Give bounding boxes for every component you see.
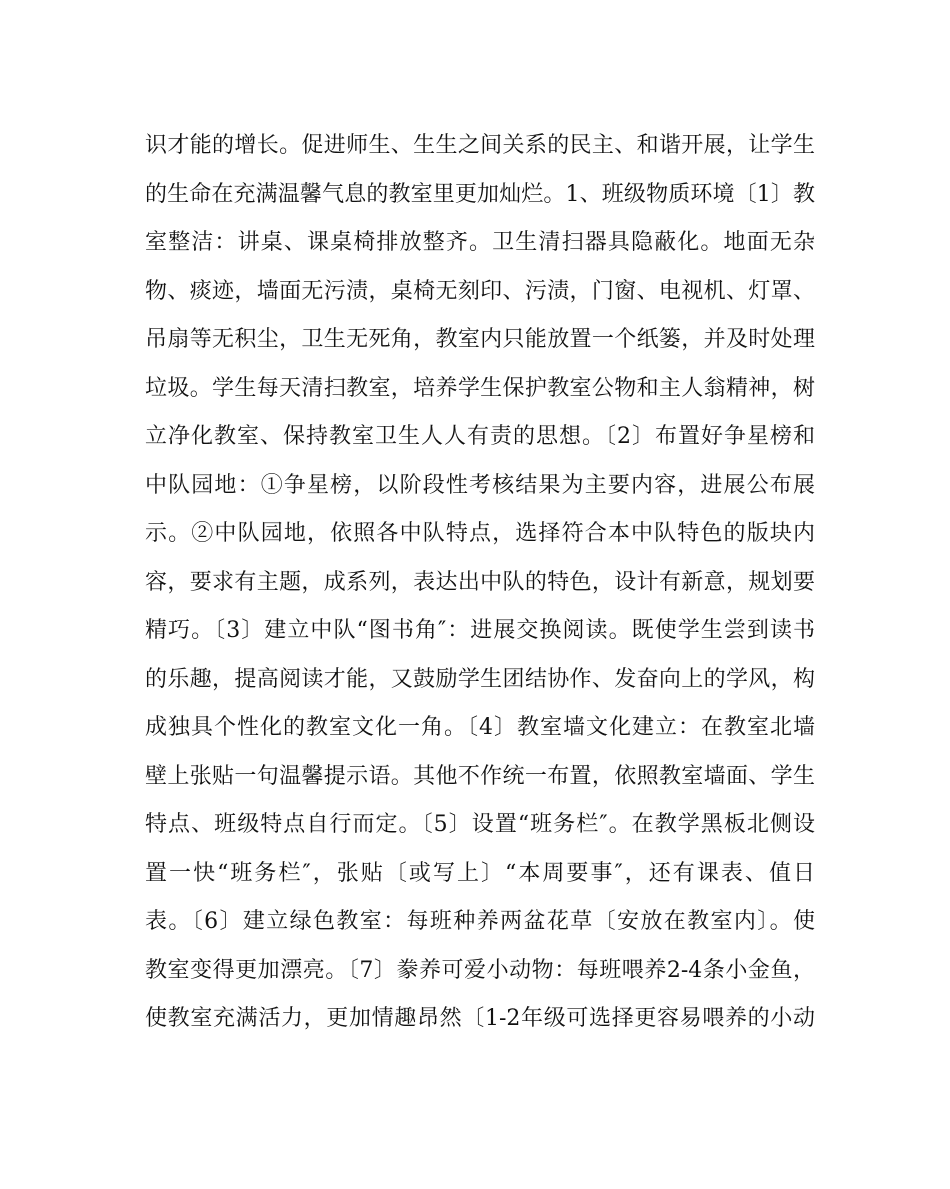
text-line: 置一快“班务栏″，张贴〔或写上〕“本周要事″，还有课表、值日: [145, 860, 815, 886]
text-line: 物、痰迹，墙面无污渍，桌椅无刻印、污渍，门窗、电视机、灯罩、: [145, 278, 815, 304]
body-text: [145, 126, 815, 1048]
text-line: 的生命在充满温馨气息的教室里更加灿烂。1、班级物质环境〔1〕教: [145, 181, 815, 207]
text-line: 垃圾。学生每天清扫教室，培养学生保护教室公物和主人翁精神，树: [145, 375, 815, 401]
text-line: 使教室充满活力，更加情趣昂然〔1-2年级可选择更容易喂养的小动: [145, 1006, 815, 1031]
text-line: 中队园地：①争星榜，以阶段性考核结果为主要内容，进展公布展: [145, 472, 815, 498]
text-line: 吊扇等无积尘，卫生无死角，教室内只能放置一个纸篓，并及时处理: [145, 327, 815, 352]
text-line: 容，要求有主题，成系列，表达出中队的特色，设计有新意，规划要: [145, 569, 815, 595]
text-line: 壁上张贴一句温馨提示语。其他不作统一布置，依照教室墙面、学生: [145, 763, 815, 789]
text-line: 室整洁：讲桌、课桌椅排放整齐。卫生清扫器具隐蔽化。地面无杂: [145, 230, 815, 255]
text-line: 特点、班级特点自行而定。〔5〕设置“班务栏″。在教学黑板北侧设: [145, 812, 815, 837]
text-line: 示。②中队园地，依照各中队特点，选择符合本中队特色的版块内: [145, 521, 815, 546]
text-line: 立净化教室、保持教室卫生人人有责的思想。〔2〕布置好争星榜和: [145, 424, 815, 449]
text-line: 表。〔6〕建立绿色教室：每班种养两盆花草〔安放在教室内〕。使: [145, 909, 815, 934]
text-line: 识才能的增长。促进师生、生生之间关系的民主、和谐开展，让学生: [145, 133, 815, 158]
text-line: 的乐趣，提高阅读才能，又鼓励学生团结协作、发奋向上的学风，构: [145, 666, 815, 692]
text-line: 教室变得更加漂亮。〔7〕豢养可爱小动物：每班喂养2-4条小金鱼，: [145, 957, 815, 983]
text-line: 成独具个性化的教室文化一角。〔4〕教室墙文化建立：在教室北墙: [145, 715, 815, 740]
text-line: 精巧。〔3〕建立中队“图书角″：进展交换阅读。既使学生尝到读书: [145, 618, 815, 643]
